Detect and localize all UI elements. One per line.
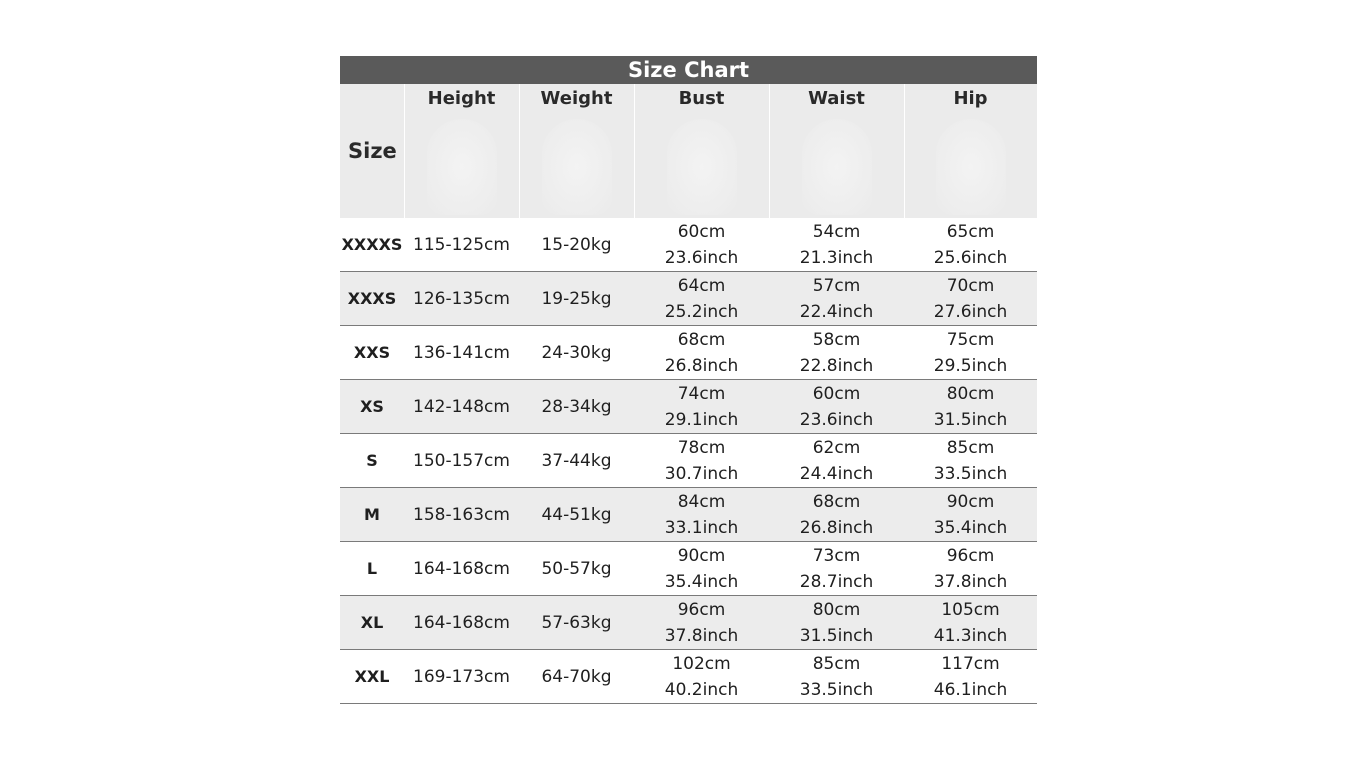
hip-cm: 96cm <box>946 545 995 566</box>
waist-cm: 60cm <box>812 383 861 404</box>
hip-cell <box>904 596 1037 650</box>
waist-cell <box>769 542 904 596</box>
size-rows <box>340 218 1037 704</box>
waist-cell <box>769 650 904 704</box>
bust-cm: 102cm <box>672 653 731 674</box>
size-table <box>340 84 1038 704</box>
bust-cm: 74cm <box>677 383 726 404</box>
bust-inch: 25.2inch <box>664 301 739 322</box>
hip-cm: 75cm <box>946 329 995 350</box>
height-cell: 150-157cm <box>404 434 519 488</box>
bust-cell <box>634 272 769 326</box>
bust-cell <box>634 488 769 542</box>
size-cell: XS <box>340 380 404 434</box>
hip-inch: 35.4inch <box>933 517 1008 538</box>
size-cell: XXXS <box>340 272 404 326</box>
hip-cm: 85cm <box>946 437 995 458</box>
table-row <box>340 650 1037 704</box>
table-row <box>340 596 1037 650</box>
hip-inch: 29.5inch <box>933 355 1008 376</box>
bust-inch: 33.1inch <box>664 517 739 538</box>
height-cell: 158-163cm <box>404 488 519 542</box>
waist-cell <box>769 434 904 488</box>
hip-cm: 70cm <box>946 275 995 296</box>
weight-cell: 44-51kg <box>519 488 634 542</box>
height-cell: 136-141cm <box>404 326 519 380</box>
header-weight-label: Weight <box>540 88 613 109</box>
bust-cm: 84cm <box>677 491 726 512</box>
hip-cell <box>904 272 1037 326</box>
size-cell: XL <box>340 596 404 650</box>
hip-inch: 46.1inch <box>933 679 1008 700</box>
weight-cell: 24-30kg <box>519 326 634 380</box>
header-weight <box>519 84 634 218</box>
bust-cm: 78cm <box>677 437 726 458</box>
hip-cm: 90cm <box>946 491 995 512</box>
height-cell: 126-135cm <box>404 272 519 326</box>
hip-inch: 27.6inch <box>933 301 1008 322</box>
header-row <box>340 84 1037 218</box>
waist-cm: 85cm <box>812 653 861 674</box>
header-hip-label: Hip <box>953 88 988 109</box>
weight-figure-icon <box>542 119 612 215</box>
bust-inch: 29.1inch <box>664 409 739 430</box>
height-figure-icon <box>427 119 497 215</box>
hip-inch: 25.6inch <box>933 247 1008 268</box>
bust-cell <box>634 434 769 488</box>
hip-inch: 41.3inch <box>933 625 1008 646</box>
table-row <box>340 272 1037 326</box>
bust-inch: 40.2inch <box>664 679 739 700</box>
bust-inch: 37.8inch <box>664 625 739 646</box>
chart-title: Size Chart <box>340 56 1037 84</box>
waist-inch: 33.5inch <box>799 679 874 700</box>
weight-cell: 50-57kg <box>519 542 634 596</box>
height-cell: 169-173cm <box>404 650 519 704</box>
bust-cm: 68cm <box>677 329 726 350</box>
waist-cm: 54cm <box>812 221 861 242</box>
bust-cell <box>634 218 769 272</box>
waist-cm: 80cm <box>812 599 861 620</box>
hip-cm: 65cm <box>946 221 995 242</box>
hip-cm: 117cm <box>941 653 1000 674</box>
bust-cell <box>634 380 769 434</box>
header-bust <box>634 84 769 218</box>
size-cell: S <box>340 434 404 488</box>
size-cell: L <box>340 542 404 596</box>
header-hip <box>904 84 1037 218</box>
hip-figure-icon <box>936 119 1006 215</box>
bust-cm: 60cm <box>677 221 726 242</box>
weight-cell: 28-34kg <box>519 380 634 434</box>
header-height <box>404 84 519 218</box>
hip-cell <box>904 380 1037 434</box>
waist-inch: 22.4inch <box>799 301 874 322</box>
size-cell: XXS <box>340 326 404 380</box>
hip-inch: 37.8inch <box>933 571 1008 592</box>
hip-cell <box>904 434 1037 488</box>
hip-cell <box>904 488 1037 542</box>
hip-cell <box>904 650 1037 704</box>
bust-cell <box>634 326 769 380</box>
waist-cm: 58cm <box>812 329 861 350</box>
hip-cell <box>904 542 1037 596</box>
header-size: Size <box>340 84 404 218</box>
waist-cm: 57cm <box>812 275 861 296</box>
bust-cell <box>634 542 769 596</box>
waist-cell <box>769 596 904 650</box>
height-cell: 164-168cm <box>404 596 519 650</box>
bust-cm: 96cm <box>677 599 726 620</box>
waist-inch: 22.8inch <box>799 355 874 376</box>
size-cell: XXL <box>340 650 404 704</box>
waist-cell <box>769 272 904 326</box>
weight-cell: 19-25kg <box>519 272 634 326</box>
size-cell: M <box>340 488 404 542</box>
bust-cell <box>634 596 769 650</box>
waist-cell <box>769 380 904 434</box>
waist-cell <box>769 488 904 542</box>
waist-inch: 26.8inch <box>799 517 874 538</box>
waist-inch: 21.3inch <box>799 247 874 268</box>
table-row <box>340 434 1037 488</box>
table-row <box>340 380 1037 434</box>
hip-inch: 31.5inch <box>933 409 1008 430</box>
waist-cm: 68cm <box>812 491 861 512</box>
header-waist <box>769 84 904 218</box>
bust-cm: 64cm <box>677 275 726 296</box>
hip-cm: 80cm <box>946 383 995 404</box>
height-cell: 115-125cm <box>404 218 519 272</box>
weight-cell: 37-44kg <box>519 434 634 488</box>
bust-cell <box>634 650 769 704</box>
table-row <box>340 488 1037 542</box>
bust-cm: 90cm <box>677 545 726 566</box>
size-chart <box>340 56 1037 704</box>
waist-cm: 62cm <box>812 437 861 458</box>
hip-cell <box>904 218 1037 272</box>
size-cell: XXXXS <box>340 218 404 272</box>
waist-cell <box>769 218 904 272</box>
bust-inch: 26.8inch <box>664 355 739 376</box>
height-cell: 164-168cm <box>404 542 519 596</box>
bust-inch: 23.6inch <box>664 247 739 268</box>
waist-inch: 31.5inch <box>799 625 874 646</box>
header-bust-label: Bust <box>678 88 725 109</box>
waist-inch: 28.7inch <box>799 571 874 592</box>
waist-figure-icon <box>802 119 872 215</box>
table-row <box>340 326 1037 380</box>
header-height-label: Height <box>427 88 496 109</box>
table-row <box>340 218 1037 272</box>
weight-cell: 64-70kg <box>519 650 634 704</box>
header-waist-label: Waist <box>808 88 865 109</box>
weight-cell: 15-20kg <box>519 218 634 272</box>
waist-cm: 73cm <box>812 545 861 566</box>
waist-cell <box>769 326 904 380</box>
hip-cell <box>904 326 1037 380</box>
height-cell: 142-148cm <box>404 380 519 434</box>
bust-inch: 35.4inch <box>664 571 739 592</box>
waist-inch: 24.4inch <box>799 463 874 484</box>
bust-figure-icon <box>667 119 737 215</box>
weight-cell: 57-63kg <box>519 596 634 650</box>
bust-inch: 30.7inch <box>664 463 739 484</box>
waist-inch: 23.6inch <box>799 409 874 430</box>
hip-cm: 105cm <box>941 599 1000 620</box>
table-row <box>340 542 1037 596</box>
hip-inch: 33.5inch <box>933 463 1008 484</box>
